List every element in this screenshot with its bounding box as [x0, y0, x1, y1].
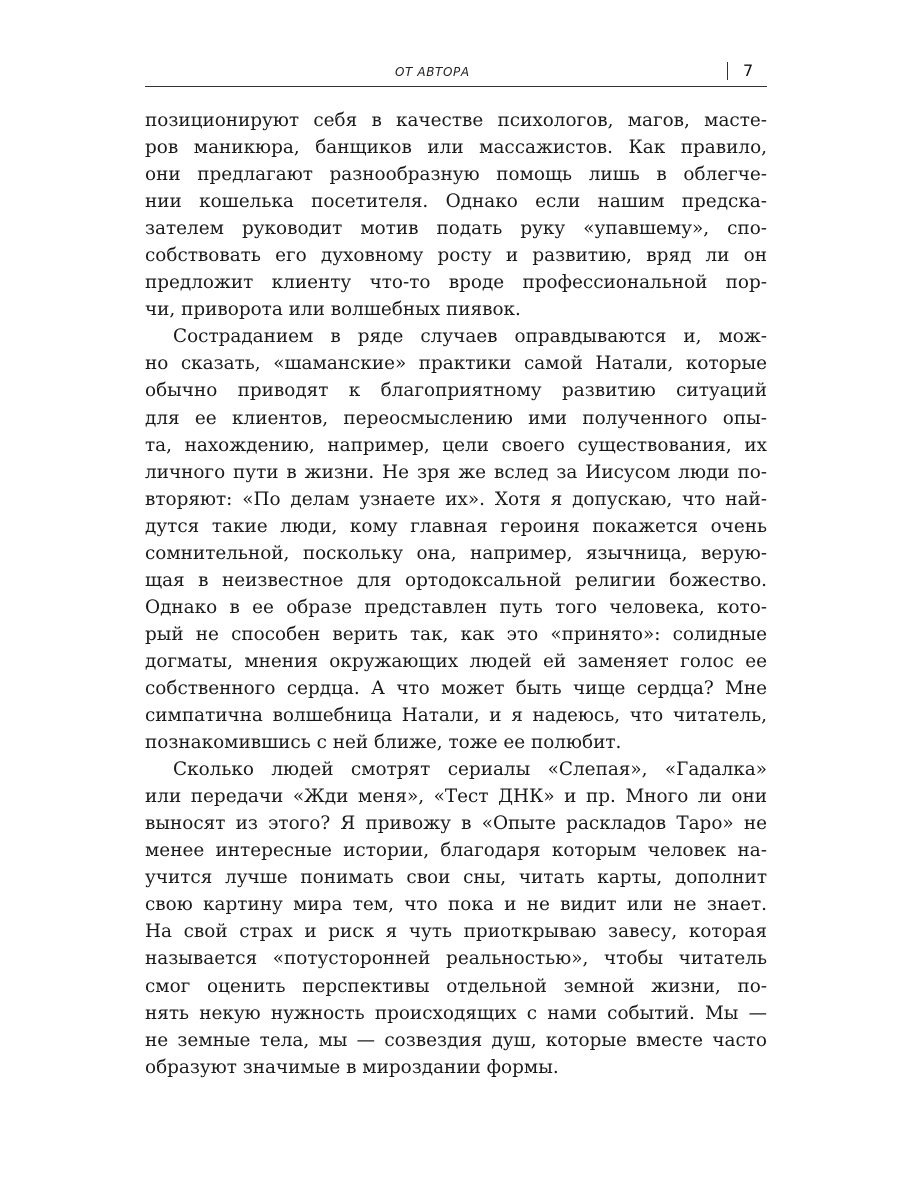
text-line: щая в неизвестное для ортодоксальной религии божество.: [145, 569, 767, 591]
paragraph-1: [145, 107, 767, 323]
text-line: позиционируют себя в качестве психологов, магов, масте-: [145, 110, 767, 131]
paragraph-3: [145, 756, 767, 1081]
text-line: Состраданием в ряде случаев оправдываются и, мож-: [173, 326, 767, 348]
text-line: На свой страх и риск я чуть приоткрываю завесу, которая: [145, 921, 767, 943]
text-line: предложит клиенту что-то вроде профессиональной пор-: [145, 272, 767, 294]
text-line: но сказать, «шаманские» практики самой Натали, которые: [145, 353, 767, 375]
text-line: познакомившись с ней ближе, тоже ее полюбит.: [145, 732, 622, 754]
text-line: смог оценить перспективы отдельной земной жизни, по-: [145, 975, 767, 997]
text-line: сомнительной, поскольку она, например, язычница, верую-: [145, 542, 767, 564]
text-line: ров маникюра, банщиков или массажистов. Как правило,: [145, 137, 767, 159]
text-line: догматы, мнения окружающих людей ей заменяет голос ее: [145, 650, 767, 672]
text-line: образуют значимые в мироздании формы.: [145, 1056, 559, 1078]
running-head: [145, 60, 767, 87]
text-line: выносят из этого? Я привожу в «Опыте раскладов Таро» не: [145, 813, 767, 835]
text-line: не земные тела, мы — созвездия душ, которые вместе часто: [145, 1029, 767, 1051]
text-line: или передачи «Жди меня», «Тест ДНК» и пр. Много ли они: [145, 786, 767, 808]
text-line: вторяют: «По делам узнаете их». Хотя я допускаю, что най-: [145, 488, 767, 510]
text-line: учится лучше понимать свои сны, читать карты, дополнит: [145, 867, 767, 889]
paragraph-2: [145, 323, 767, 756]
text-line: зателем руководит мотив подать руку «упавшему», спо-: [145, 218, 767, 240]
text-line: свою картину мира тем, что пока и не видит или не знает.: [145, 894, 767, 916]
text-line: Однако в ее образе представлен путь того человека, кото-: [145, 596, 767, 618]
body-text: [145, 107, 767, 1081]
header-divider: [727, 62, 728, 80]
text-line: Сколько людей смотрят сериалы «Слепая», «Гадалка»: [173, 759, 767, 781]
page-number: 7: [743, 61, 754, 80]
text-line: рый не способен верить так, как это «принято»: солидные: [145, 623, 767, 645]
text-line: они предлагают разнообразную помощь лишь в облегче-: [145, 164, 767, 186]
text-line: личного пути в жизни. Не зря же вслед за Иисусом люди по-: [145, 461, 767, 483]
text-line: та, нахождению, например, цели своего существования, их: [145, 434, 767, 456]
text-line: нии кошелька посетителя. Однако если нашим предска-: [145, 191, 767, 213]
text-line: симпатична волшебница Натали, и я надеюсь, что читатель,: [145, 705, 767, 727]
text-line: для ее клиентов, переосмыслению ими полученного опы-: [145, 407, 767, 429]
text-line: дутся такие люди, кому главная героиня покажется очень: [145, 515, 767, 537]
text-line: менее интересные истории, благодаря которым человек на-: [145, 840, 767, 862]
text-line: обычно приводят к благоприятному развитию ситуаций: [145, 380, 767, 402]
text-line: собственного сердца. А что может быть чище сердца? Мне: [145, 677, 767, 699]
text-line: собствовать его духовному росту и развитию, вряд ли он: [145, 245, 767, 267]
running-title: ОТ АВТОРА: [395, 65, 470, 79]
text-line: чи, приворота или волшебных пиявок.: [145, 299, 521, 321]
text-line: называется «потусторонней реальностью», чтобы читатель: [145, 948, 767, 970]
text-line: нять некую нужность происходящих с нами событий. Мы —: [145, 1002, 767, 1024]
